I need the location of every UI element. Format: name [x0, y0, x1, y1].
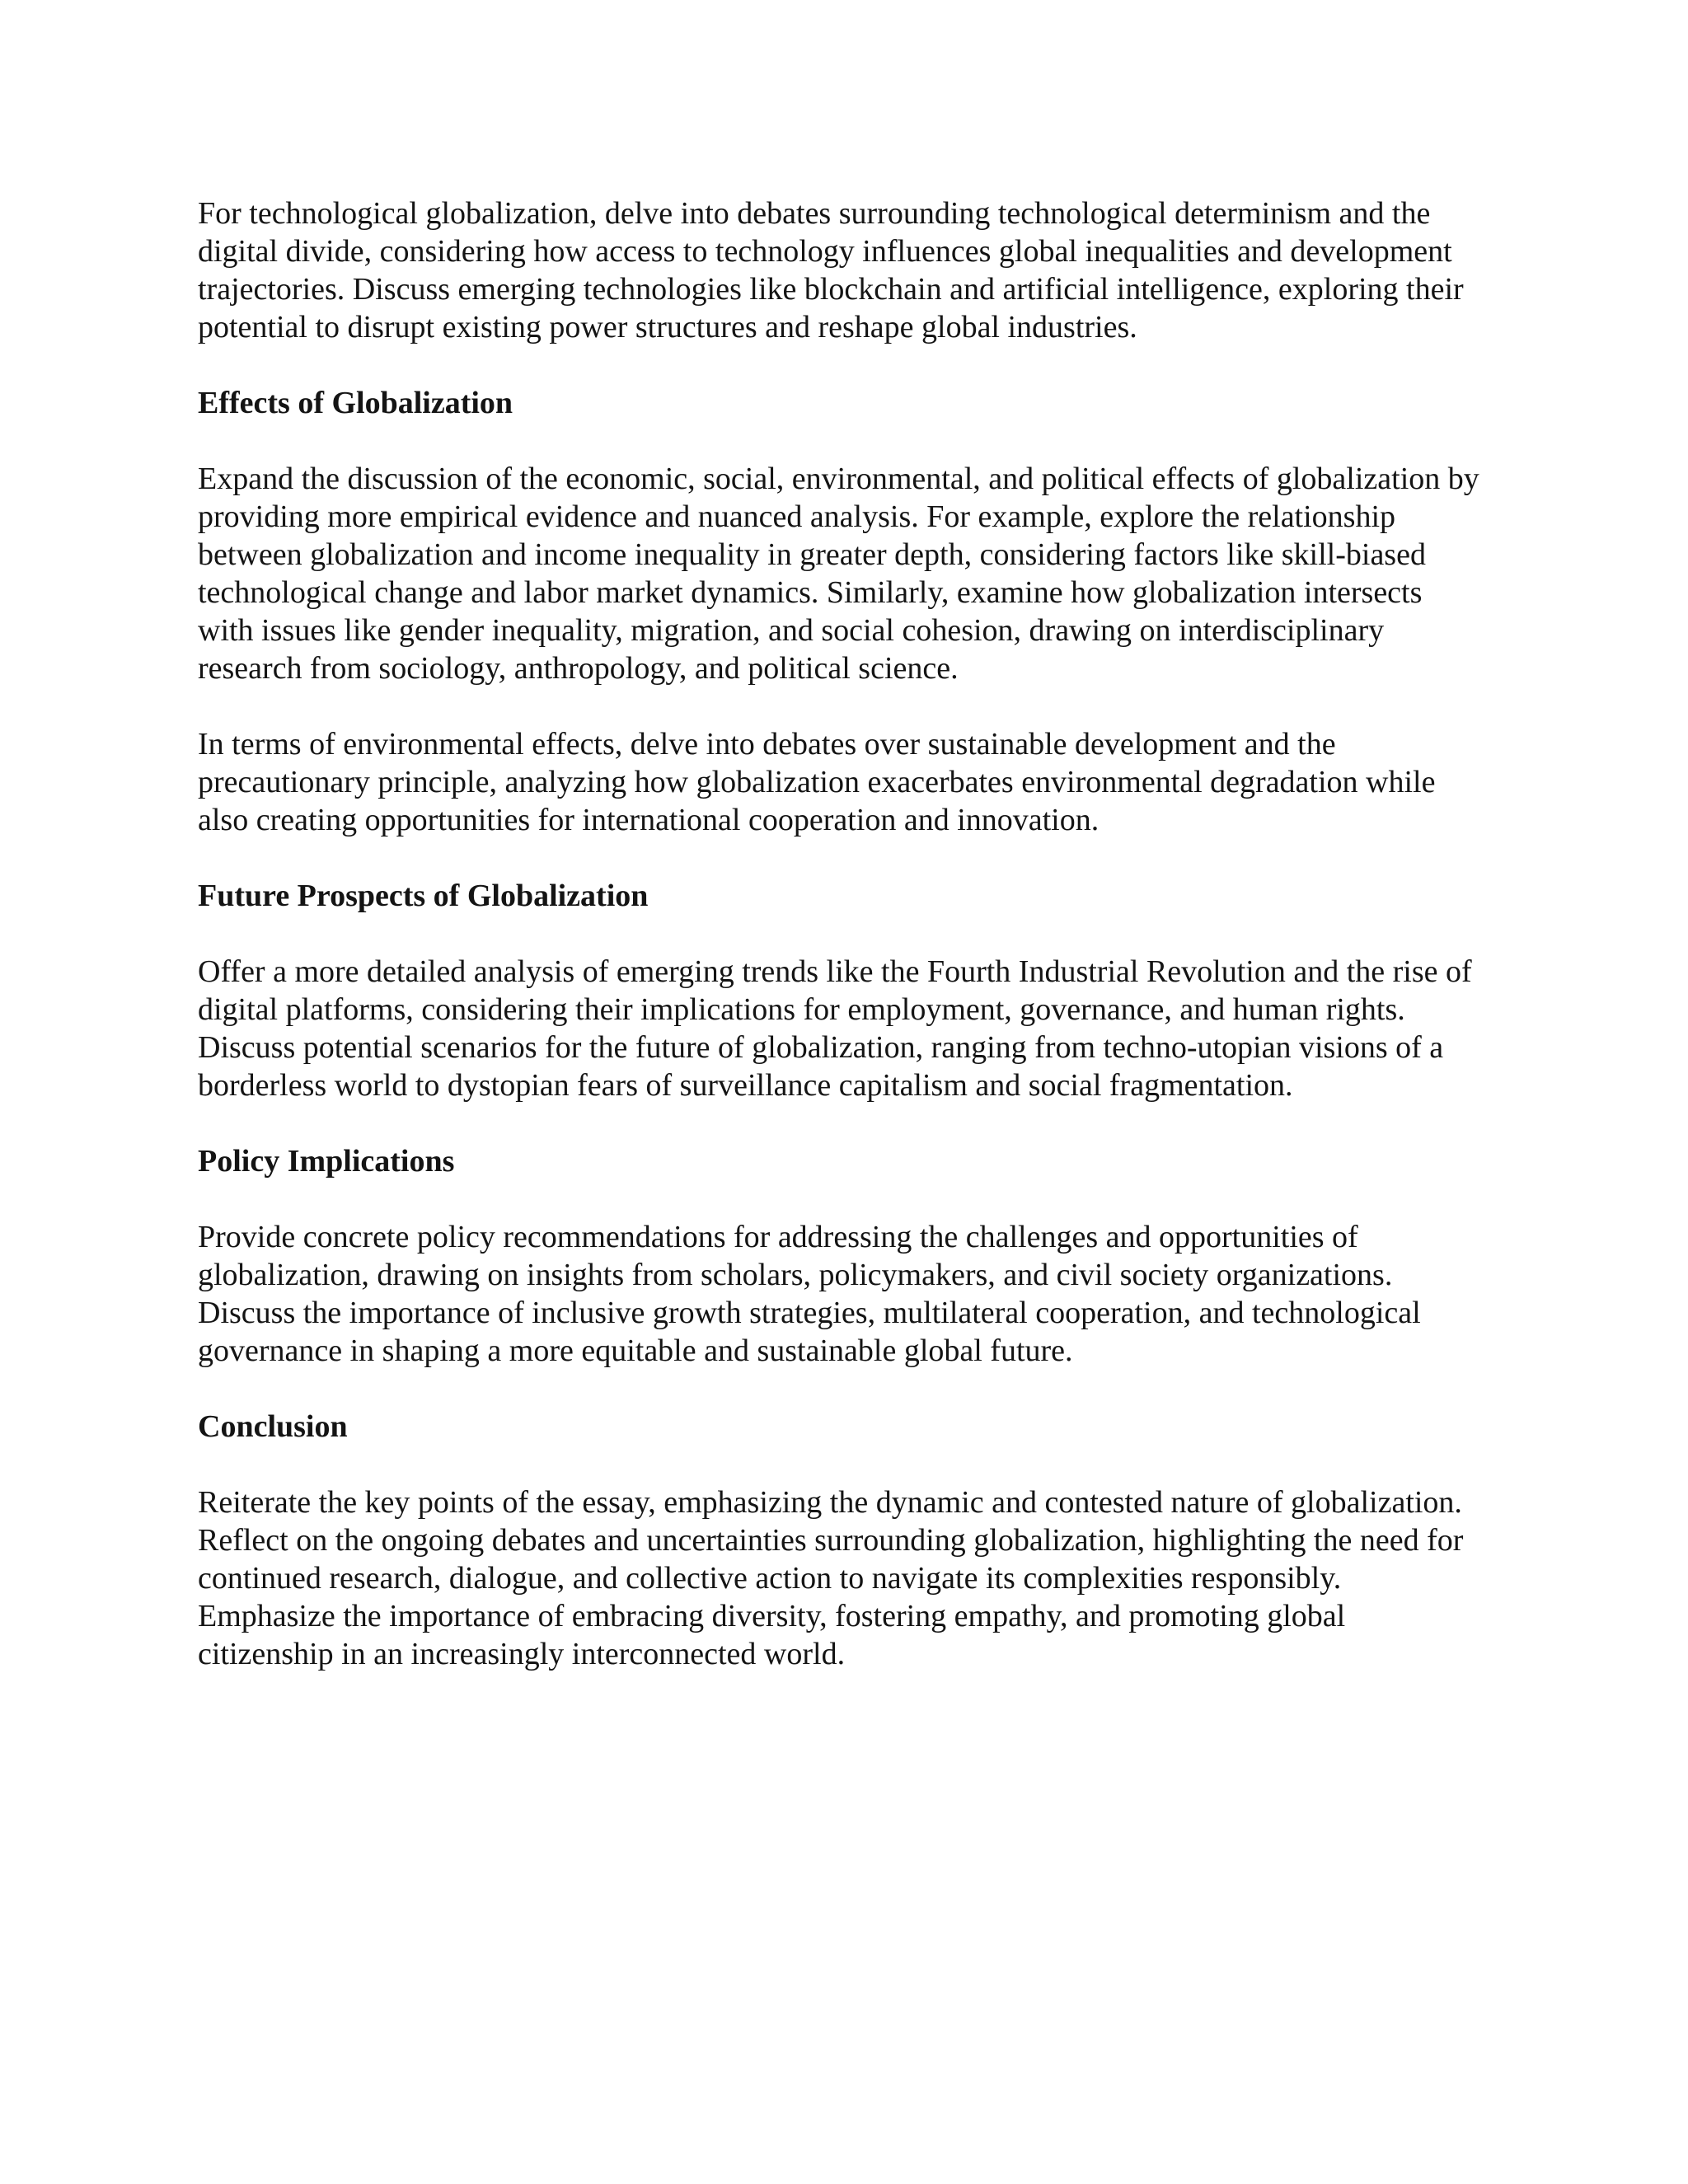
policy-paragraph: Provide concrete policy recommendations for addressing the challenges and opportunities of globalization, drawing on insights from scholars, policymakers, and civil society organizations. Discuss the importance of inclusive growth strategies, multilateral cooperation, and technological governance in shaping a more equitable and sustainable global future.	[198, 1220, 1421, 1368]
effects-paragraph-2: In terms of environmental effects, delve into debates over sustainable development and the precautionary principle, analyzing how globalization exacerbates environmental degradation while also creating opportunities for international cooperation and innovation.	[198, 727, 1436, 837]
intro-paragraph: For technological globalization, delve into debates surrounding technological determinism and the digital divide, considering how access to technology influences global inequalities and development trajectories. Discuss emerging technologies like blockchain and artificial intelligence, exploring their potential to disrupt existing power structures and reshape global industries.	[198, 196, 1464, 344]
section-heading-effects: Effects of Globalization	[198, 386, 513, 420]
effects-paragraph-1: Expand the discussion of the economic, social, environmental, and political effects of globalization by providing more empirical evidence and nuanced analysis. For example, explore the relationship between globalization and income inequality in greater depth, considering factors like skill-biased technological change and labor market dynamics. Similarly, examine how globalization intersects with issues like gender inequality, migration, and social cohesion, drawing on interdisciplinary research from sociology, anthropology, and political science.	[198, 462, 1479, 686]
section-heading-policy: Policy Implications	[198, 1144, 455, 1179]
section-heading-future-prospects: Future Prospects of Globalization	[198, 879, 649, 913]
future-prospects-paragraph: Offer a more detailed analysis of emerging trends like the Fourth Industrial Revolution and the rise of digital platforms, considering their implications for employment, governance, and human rights. Discuss potential scenarios for the future of globalization, ranging from techno-utopian visions of a borderless world to dystopian fears of surveillance capitalism and social fragmentation.	[198, 954, 1472, 1103]
section-heading-conclusion: Conclusion	[198, 1409, 348, 1444]
document-page	[198, 194, 1484, 1711]
conclusion-paragraph: Reiterate the key points of the essay, emphasizing the dynamic and contested nature of globalization. Reflect on the ongoing debates and uncertainties surrounding globalization, highlighting the need for continued research, dialogue, and collective action to navigate its complexities responsibly. Emphasize the importance of embracing diversity, fostering empathy, and promoting global citizenship in an increasingly interconnected world.	[198, 1485, 1464, 1671]
